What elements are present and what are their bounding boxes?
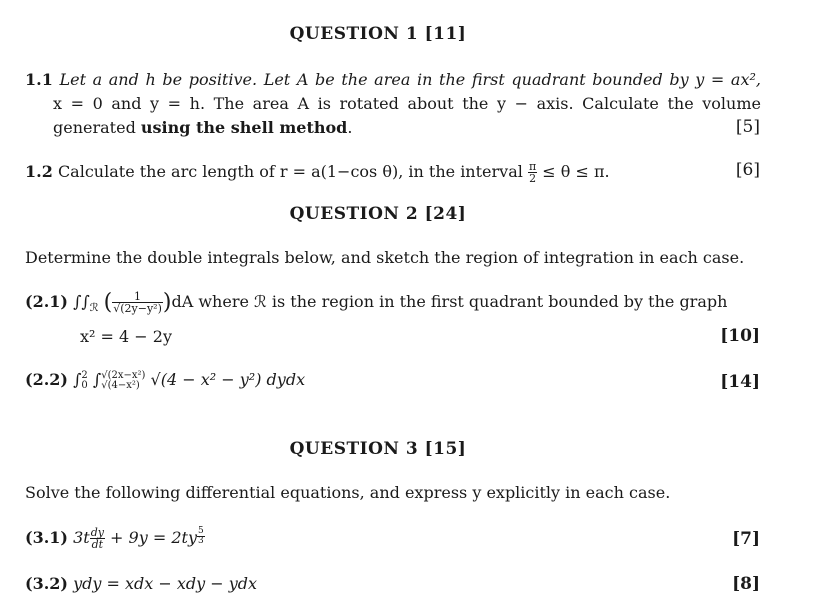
q1-1-line1 — [25, 70, 761, 89]
q2-1-line2: x² = 4 − 2y — [80, 327, 172, 346]
q3-1-pre: 3t — [73, 528, 90, 547]
question-3-heading: QUESTION 3 [15] — [289, 439, 467, 459]
q3-intro: Solve the following differential equations, and express y explicitly in each case. — [25, 483, 671, 502]
q1-1-line3c: . — [347, 118, 353, 137]
q1-1-line2: x = 0 and y = h. The area A is rotated about the y − axis. Calculate the volume — [53, 94, 761, 113]
q1-2-text-b: ≤ θ ≤ π. — [542, 162, 610, 181]
q1-1-line3 — [53, 118, 352, 137]
q2-1-paren-close: ) — [162, 290, 172, 315]
q2-2-marks: [14] — [720, 372, 760, 392]
q2-2-outer-limits — [81, 371, 87, 391]
q2-2-inner-lower: √(4−x²) — [101, 379, 140, 391]
q1-1-marks: [5] — [735, 117, 760, 137]
q3-1-line — [25, 527, 205, 550]
q2-1-integral: ∫∫ — [73, 292, 90, 311]
q3-2-line — [25, 574, 257, 593]
q1-1-line3a: generated — [53, 118, 136, 137]
q3-2-text: ydy = xdx − xdy − ydx — [73, 574, 258, 593]
q3-1-exponent — [197, 527, 205, 546]
q3-1-mid: + 9y = 2ty — [110, 528, 197, 547]
q2-intro: Determine the double integrals below, and sketch the region of integration in each case. — [25, 248, 745, 267]
q2-1-number: (2.1) — [25, 292, 68, 311]
q2-2-outer-upper: 2 — [81, 369, 88, 381]
q1-1-text-line1: Let a and h be positive. Let A be the area in the first quadrant bounded by y = ax², — [59, 70, 761, 89]
q2-2-outer-integral: ∫ — [73, 370, 82, 389]
q2-2-outer-lower: 0 — [81, 379, 88, 391]
q2-2-number: (2.2) — [25, 370, 68, 389]
q3-1-fraction — [90, 527, 105, 550]
q3-1-frac-num: dy — [90, 526, 104, 539]
q2-2-integrand: √(4 − x² − y²) dydx — [150, 370, 306, 389]
q1-2-number: 1.2 — [25, 162, 53, 181]
q2-1-region-sub: ℛ — [89, 301, 99, 315]
q3-1-exp-num: 5 — [197, 526, 204, 536]
q3-2-marks: [8] — [732, 574, 760, 594]
q2-1-paren-open: ( — [103, 290, 113, 315]
q2-1-marks: [10] — [720, 326, 760, 346]
q1-2-line — [25, 161, 610, 184]
q3-1-exp-den: 3 — [197, 536, 204, 546]
q2-2-inner-limits — [101, 371, 145, 391]
q2-1-fraction — [112, 291, 163, 314]
q3-1-number: (3.1) — [25, 528, 68, 547]
q2-2-inner-integral: ∫ — [92, 370, 102, 389]
q1-1-shell-method: using the shell method — [140, 118, 348, 137]
q2-1-line — [25, 290, 727, 315]
q1-2-fraction — [528, 161, 537, 184]
q1-2-text-a: Calculate the arc length of r = a(1−cos θ), in the interval — [57, 162, 523, 181]
q3-2-number: (3.2) — [25, 574, 68, 593]
q3-1-marks: [7] — [732, 529, 760, 549]
q2-2-line — [25, 370, 305, 391]
q2-2-inner-upper: √(2x−x²) — [101, 369, 146, 381]
question-2-heading: QUESTION 2 [24] — [289, 204, 467, 224]
q1-2-frac-den: 2 — [529, 172, 537, 185]
q1-1-number: 1.1 — [25, 70, 53, 89]
q2-1-frac-num: 1 — [112, 291, 163, 303]
q3-1-frac-den: dt — [91, 538, 104, 551]
q2-1-text: dA where ℛ is the region in the first quadrant bounded by the graph — [171, 292, 728, 311]
q1-2-marks: [6] — [735, 160, 760, 180]
q1-2-frac-num: π — [528, 160, 537, 173]
question-1-heading: QUESTION 1 [11] — [289, 24, 467, 44]
q2-1-frac-den: √(2y−y²) — [113, 302, 162, 315]
